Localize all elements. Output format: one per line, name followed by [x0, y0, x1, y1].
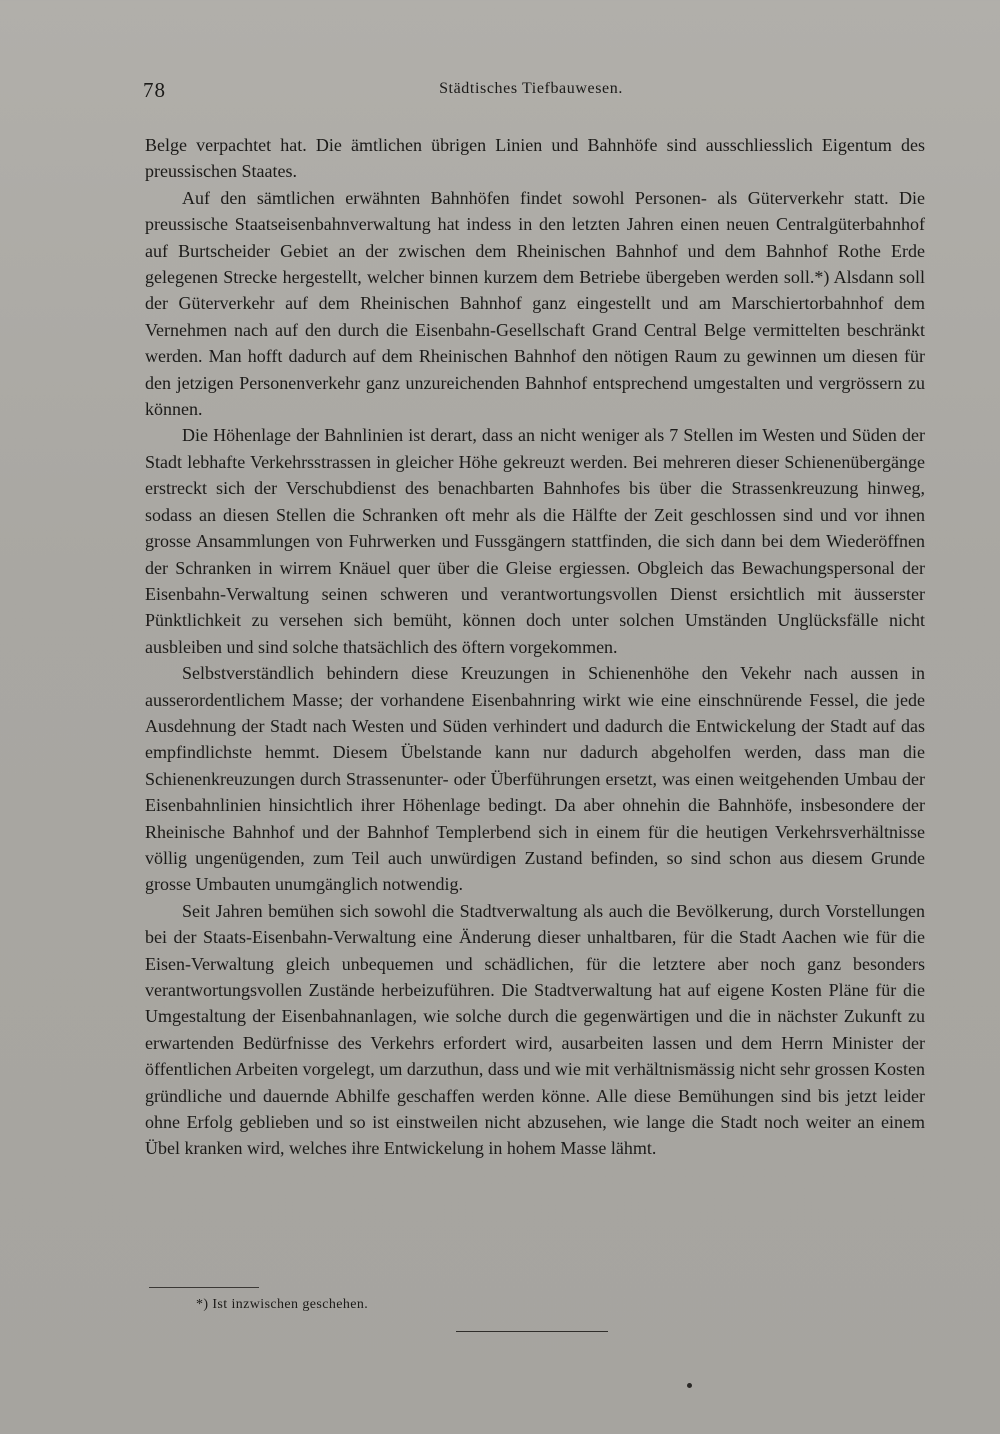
paragraph-5: Seit Jahren bemühen sich sowohl die Stadtverwaltung als auch die Bevölkerung, durch Vorstellungen bei der Staats-Eisenbahn-Verwaltung eine Änderung dieser unhaltbaren, für die Stadt Aachen wie für die Eisen-Verwaltung gleich unbequemen und schädlichen, für die letztere aber noch ganz besonders verantwortungsvollen Zustände herbeizuführen. Die Stadtverwaltung hat auf eigene Kosten Pläne für die Umgestaltung der Eisenbahnanlagen, wie solche durch die gegenwärtigen und die in nächster Zukunft zu erwartenden Bedürfnisse des Verkehrs erfordert wird, ausarbeiten lassen und dem Herrn Minister der öffentlichen Arbeiten vorgelegt, um darzuthun, dass und wie mit verhältnismässig nicht sehr grossen Kosten gründliche und dauernde Abhilfe geschaffen werden könne. Alle diese Bemühungen sind bis jetzt leider ohne Erfolg geblieben und so ist einstweilen nicht abzusehen, wie lange die Stadt noch weiter an einem Übel kranken wird, welches ihre Entwickelung in hohem Masse lähmt. — [145, 900, 925, 1159]
paragraph-4: Selbstverständlich behindern diese Kreuzungen in Schienenhöhe den Vekehr nach aussen in ausserordentlichem Masse; der vorhandene Eisenbahnring wirkt wie eine einschnürende Fessel, die jede Ausdehnung der Stadt nach Westen und Süden verhindert und dadurch die Entwickelung der Stadt auf das empfindlichste hemmt. Diesem Übelstande kann nur dadurch abgeholfen werden, dass man die Schienenkreuzungen durch Strassenunter- oder Überführungen ersetzt, was einen weitgehenden Umbau der Eisenbahnlinien hinsichtlich ihrer Höhenlage bedingt. Da aber ohnehin die Bahnhöfe, insbesondere der Rheinische Bahnhof und der Bahnhof Templerbend sich in einem für die heutigen Verkehrsverhältnisse völlig ungenügenden, zum Teil auch unwürdigen Zustand befinden, so sind schon aus diesem Grunde grosse Umbauten unumgänglich notwendig. — [145, 663, 925, 895]
running-head-title: Städtisches Tiefbauwesen. — [439, 80, 623, 97]
print-speck — [687, 1383, 692, 1388]
footnote-separator — [149, 1287, 259, 1288]
paragraph-2: Auf den sämtlichen erwähnten Bahnhöfen findet sowohl Personen- als Güterverkehr statt. Die preussische Staatseisenbahnverwaltung hat indess in den letzten Jahren einen neuen Centralgüterbahnhof auf Burtscheider Gebiet an der zwischen dem Rheinischen Bahnhof und dem Bahnhof Rothe Erde gelegenen Strecke hergestellt, welcher binnen kurzem dem Betriebe übergeben werden soll.*) Alsdann soll der Güterverkehr auf dem Rheinischen Bahnhof ganz eingestellt und am Marschiertorbahnhof dem Vernehmen nach auf den durch die Eisenbahn-Gesellschaft Grand Central Belge vermittelten beschränkt werden. Man hofft dadurch auf dem Rheinischen Bahnhof den nötigen Raum zu gewinnen um diesen für den jetzigen Personenverkehr ganz unzureichenden Bahnhof entsprechend umgestalten und vergrössern zu können. — [145, 187, 925, 420]
page-number: 78 — [143, 78, 166, 102]
paragraph-1: Belge verpachtet hat. Die ämtlichen übrigen Linien und Bahnhöfe sind ausschliesslich Eigentum des preussischen Staates. — [145, 135, 925, 182]
paragraph-3: Die Höhenlage der Bahnlinien ist derart, dass an nicht weniger als 7 Stellen im Westen und Süden der Stadt lebhafte Verkehrsstrassen in gleicher Höhe gekreuzt werden. Bei mehreren dieser Schienenübergänge erstreckt sich der Verschubdienst des benachbarten Bahnhofes bis über die Strassenkreuzung hinweg, sodass an diesen Stellen die Schranken oft mehr als die Hälfte der Zeit geschlossen sind und vor ihnen grosse Ansammlungen von Fuhrwerken und Fussgängern stattfinden, die sich dann bei dem Wiederöffnen der Schranken in wirrem Knäuel quer über die Gleise ergiessen. Obgleich das Bewachungspersonal der Eisenbahn-Verwaltung seinen schweren und verantwortungsvollen Dienst ersichtlich mit äusserster Pünktlichkeit zu versehen sich bemüht, können doch unter solchen Umständen Unglücksfälle nicht ausbleiben und sind solche thatsächlich des öftern vorgekommen. — [145, 425, 925, 657]
body-text — [145, 132, 925, 1162]
footnote: *) Ist inzwischen geschehen. — [196, 1297, 369, 1312]
end-rule — [456, 1331, 608, 1332]
